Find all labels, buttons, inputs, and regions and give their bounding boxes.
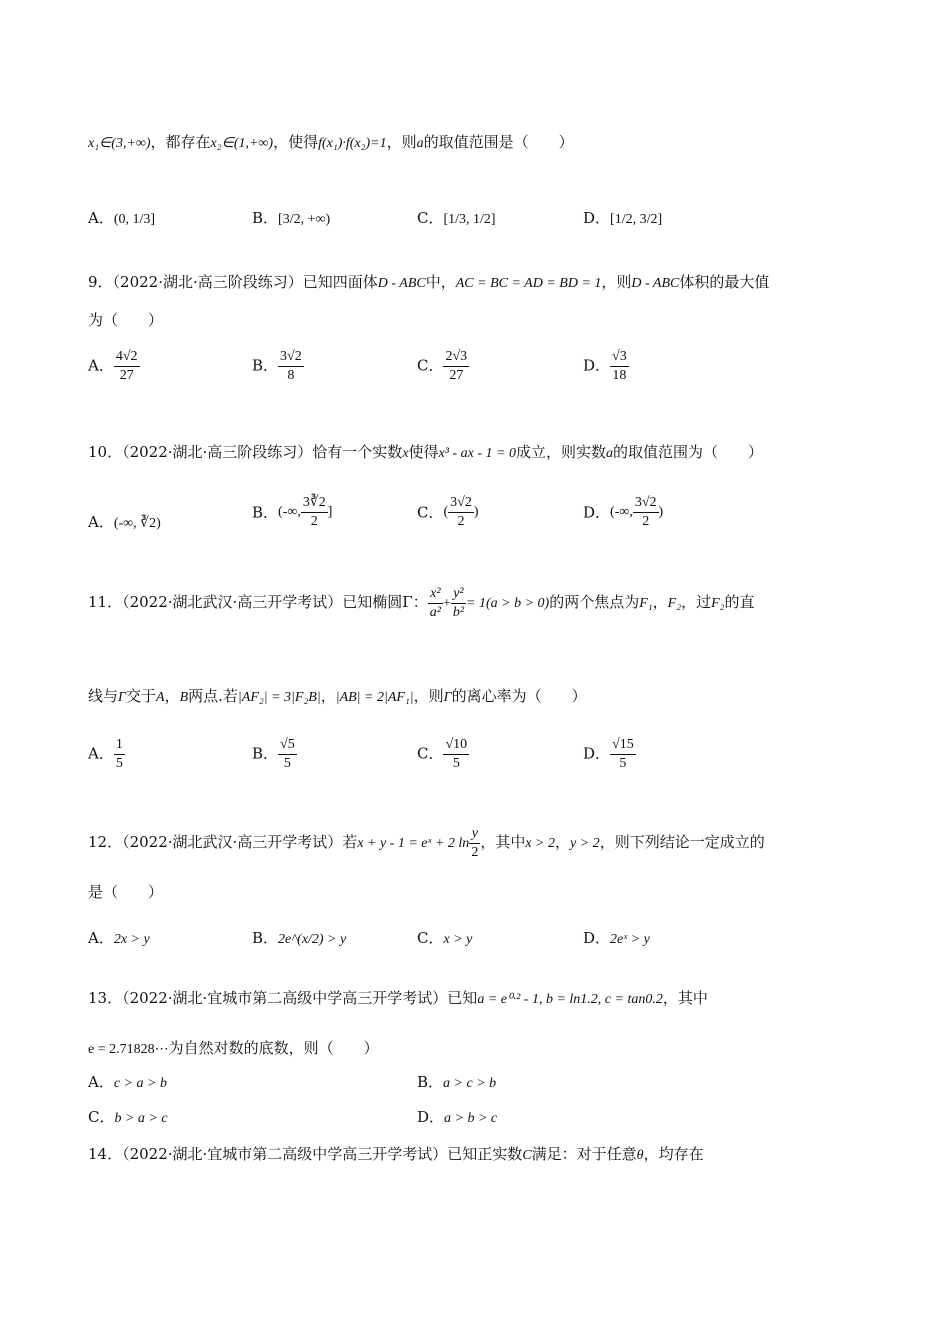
q9-option-c: C． $\frac{2√3}{27}$ [417,349,468,383]
q12-stem-line1: 12．（2022·湖北武汉·高三开学考试）若x + y - 1 = eˣ + 2 ln $\frac{y}{2}$ ，其中x > 2，y > 2，则下列结论一定成立的 [88,825,765,860]
q11-option-c: C． $\frac{√10}{5}$ [417,737,468,771]
math: x₁∈(3,+∞) [88,136,151,151]
math: e = 2.71828⋯ [88,1042,169,1057]
q11-stem-line1: 11．（2022·湖北武汉·高三开学考试）已知椭圆Γ： $\frac{\text{x²}}{\text{a²}}$ + $\frac{\text{y²}}{\text{b²}}$ = 1(a > b > 0)的两个焦点为F₁，F₂，过F₂的直 [88,585,755,620]
q10-option-b: B．(-∞, $\frac{3∛2}{2}$ ] [252,495,333,529]
q13-stem-line1: 13．（2022·湖北·宜城市第二高级中学高三开学考试）已知a = e⁰·² - 1, b = ln1.2, c = tan0.2，其中 [88,989,708,1007]
q9-option-b: B． $\frac{3√2}{8}$ [252,349,302,383]
q12-option-a: A．2x > y [88,929,150,947]
q11-option-a: A． $\frac{1}{5}$ [88,737,123,771]
q9-option-d: D． $\frac{√3}{18}$ [583,349,627,383]
math: |AF₂| = 3|F₂B| [237,690,321,705]
math: D - ABC [631,276,680,291]
q12-option-c: C．x > y [417,929,473,947]
math: x₂∈(1,+∞) [210,136,274,151]
q13-option-a: A．c > a > b [88,1073,167,1091]
q10-option-a: A．(-∞, ∛2) [88,513,161,531]
q8-option-b: B．[3/2, +∞) [252,209,331,227]
q13-option-b: B．a > c > b [417,1073,497,1091]
q10-option-c: C．( $\frac{3√2}{2}$ ) [417,495,479,529]
q8-option-a: A．(0, 1/3] [88,209,156,227]
math: = 1(a > b > 0) [466,596,550,611]
math: x [402,446,409,461]
q13-stem-line2: e = 2.71828⋯为自然对数的底数，则（ ） [88,1039,379,1057]
math: a = e⁰·² - 1, b = ln1.2, c = tan0.2 [477,992,663,1007]
q12-option-d: D．2eˣ > y [583,929,650,947]
math: f(x₁)·f(x₂)=1 [318,136,387,151]
q9-option-a: A． $\frac{4√2}{27}$ [88,349,138,383]
q11-option-d: D． $\frac{√15}{5}$ [583,737,634,771]
q9-stem-line2: 为（ ） [88,311,164,329]
math: a [416,136,424,151]
q13-option-c: C．b > a > c [88,1108,168,1126]
math: a [605,446,613,461]
math: |AB| = 2|AF₁| [335,690,414,705]
q11-stem-line2: 线与Γ交于A，B两点.若|AF₂| = 3|F₂B|，|AB| = 2|AF₁|，则Γ的离心率为（ ） [88,687,587,705]
q14-stem-line: 14．（2022·湖北·宜城市第二高级中学高三开学考试）已知正实数C满足：对于任意θ，均存在 [88,1145,704,1163]
q9-stem-line1: 9．（2022·湖北·高三阶段练习）已知四面体D - ABC中，AC = BC = AD = BD = 1，则D - ABC体积的最大值 [88,273,770,291]
math: D - ABC [377,276,426,291]
q13-option-d: D．a > b > c [417,1108,498,1126]
q12-stem-line2: 是（ ） [88,883,164,901]
q8-stem-line: x₁∈(3,+∞)，都存在x₂∈(1,+∞)，使得f(x₁)·f(x₂)=1，则a的取值范围是（ ） [88,133,574,151]
math: x + y - 1 = eˣ + 2 ln [357,836,470,851]
q10-stem-line: 10．（2022·湖北·高三阶段练习）恰有一个实数x使得x³ - ax - 1 = 0成立，则实数a的取值范围为（ ） [88,443,763,461]
q8-option-d: D．[1/2, 3/2] [583,209,663,227]
q8-option-c: C．[1/3, 1/2] [417,209,496,227]
q11-option-b: B． $\frac{√5}{5}$ [252,737,295,771]
q10-option-d: D．(-∞, $\frac{3√2}{2}$ ) [583,495,664,529]
math: AC = BC = AD = BD = 1 [455,276,602,291]
q12-option-b: B．2e^(x/2) > y [252,929,347,947]
math: x³ - ax - 1 = 0 [438,446,516,461]
